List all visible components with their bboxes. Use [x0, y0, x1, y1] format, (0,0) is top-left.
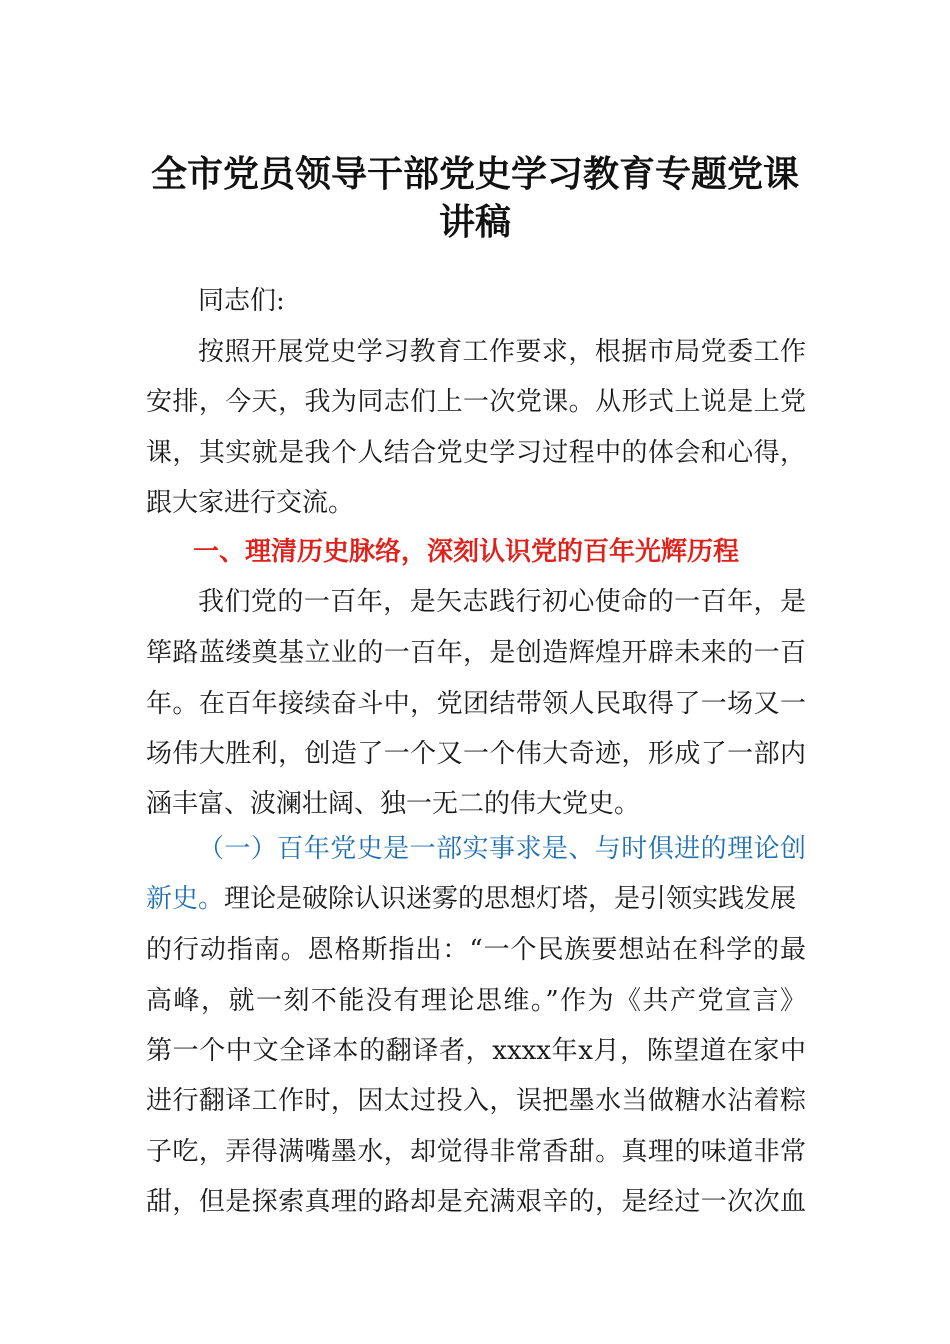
- subsection1-line-1: [146, 882, 806, 916]
- section1-line-3: 年。在百年接续奋斗中，党团结带领人民取得了一场又一: [146, 689, 806, 719]
- subsection1-line-3: 高峰，就一刻不能没有理论思维。”作为《共产党宣言》: [146, 986, 806, 1016]
- subsection1-line-2: 的行动指南。恩格斯指出：“一个民族要想站在科学的最: [146, 935, 806, 965]
- subsection1-line-7: 甜，但是探索真理的路却是充满艰辛的，是经过一次次血: [146, 1187, 806, 1217]
- subsection-heading-1: （一）百年党史是一部实事求是、与时俱进的理论创: [198, 834, 806, 864]
- subsection-heading-1-tail: 新史。: [146, 884, 225, 914]
- subsection1-line-4: 第一个中文全译本的翻译者，xxxx年x月，陈望道在家中: [146, 1036, 806, 1066]
- section1-line-5: 涵丰富、波澜壮阔、独一无二的伟大党史。: [146, 789, 641, 819]
- section1-line-4: 场伟大胜利，创造了一个又一个伟大奇迹，形成了一部内: [146, 739, 806, 769]
- document-title-line2: 讲稿: [438, 202, 511, 243]
- section1-line-1: 我们党的一百年，是矢志践行初心使命的一百年，是: [198, 587, 806, 617]
- document-title-line1: 全市党员领导干部党史学习教育专题党课: [150, 154, 799, 195]
- intro-line-2: 安排，今天，我为同志们上一次党课。从形式上说是上党: [146, 387, 806, 417]
- section-heading-1: 一、理清历史脉络，深刻认识党的百年光辉历程: [193, 537, 740, 567]
- intro-line-1: 按照开展党史学习教育工作要求，根据市局党委工作: [198, 337, 806, 367]
- subsection1-line-1-text: 理论是破除认识迷雾的思想灯塔，是引领实践发展: [224, 884, 797, 914]
- intro-line-4: 跟大家进行交流。: [146, 488, 355, 518]
- intro-line-3: 课，其实就是我个人结合党史学习过程中的体会和心得，: [146, 438, 806, 468]
- salutation: 同志们:: [198, 286, 285, 316]
- subsection1-line-5: 进行翻译工作时，因太过投入，误把墨水当做糖水沾着粽: [146, 1086, 806, 1116]
- section1-line-2: 筚路蓝缕奠基立业的一百年，是创造辉煌开辟未来的一百: [146, 638, 806, 668]
- subsection1-line-6: 子吃，弄得满嘴墨水，却觉得非常香甜。真理的味道非常: [146, 1137, 806, 1167]
